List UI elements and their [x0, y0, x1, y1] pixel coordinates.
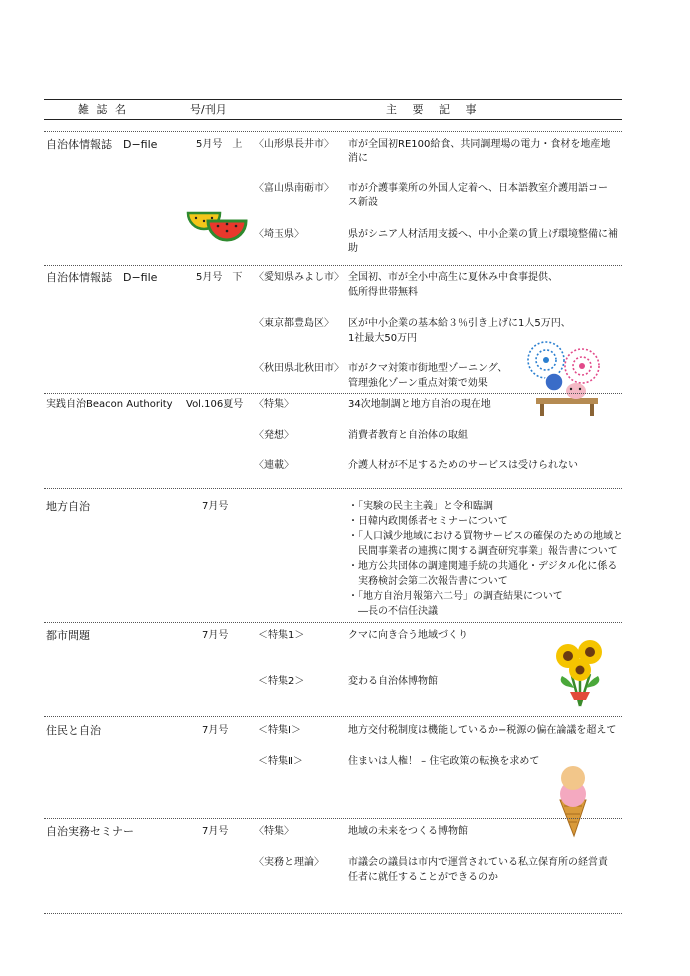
watermelon-icon — [186, 207, 252, 243]
sunflower-icon — [552, 636, 608, 708]
magazine-name: 都市問題 — [46, 629, 90, 642]
row-divider — [44, 131, 622, 132]
article-label: ＜特集1＞ — [258, 630, 305, 641]
article-text: 全国初、市が全小中高生に夏休み中食事提供、 — [348, 272, 558, 283]
header-magazine: 雑 誌 名 — [78, 103, 128, 116]
magazine-name: 実践自治Beacon Authority — [46, 399, 173, 410]
article-text: 消に — [348, 153, 368, 164]
issue-label: 7月号 — [202, 725, 229, 736]
row-divider — [44, 622, 622, 623]
magazine-name: 住民と自治 — [46, 724, 101, 737]
article-text: 実務検討会第二次報告書について — [348, 576, 508, 587]
article-label: 〈愛知県みよし市〉 — [254, 272, 344, 283]
row-divider — [44, 393, 622, 394]
issue-label: 5月号 下 — [196, 272, 243, 283]
article-label: 〈特集〉 — [254, 826, 294, 837]
article-label: ＜特集Ⅱ＞ — [258, 756, 303, 767]
article-text: 区が中小企業の基本給３％引き上げに1人5万円、 — [348, 318, 571, 329]
header-top-rule — [44, 99, 622, 100]
article-text: 市が全国初RE100給食、共同調理場の電力・食材を地産地 — [348, 139, 611, 150]
header-bottom-rule — [44, 119, 622, 120]
row-divider — [44, 716, 622, 717]
issue-label: 7月号 — [202, 826, 229, 837]
article-text: 介護人材が不足するためのサービスは受けられない — [348, 460, 578, 471]
article-label: 〈秋田県北秋田市〉 — [254, 363, 344, 374]
article-label: 〈埼玉県〉 — [254, 229, 304, 240]
magazine-name: 地方自治 — [46, 500, 90, 513]
fireworks-icon — [524, 338, 608, 418]
article-text: 1社最大50万円 — [348, 333, 418, 344]
article-text: 任者に就任することができるのか — [348, 872, 498, 883]
article-text: 県がシニア人材活用支援へ、中小企業の賃上げ環境整備に補 — [348, 229, 618, 240]
article-label: 〈発想〉 — [254, 430, 294, 441]
article-text: 地域の未来をつくる博物館 — [348, 826, 468, 837]
article-text: ・「人口減少地域における買物サービスの確保のための地域と — [348, 531, 623, 542]
article-text: 市議会の議員は市内で運営されている私立保育所の経営責 — [348, 857, 608, 868]
article-text: 消費者教育と自治体の取組 — [348, 430, 468, 441]
article-label: ＜特集Ⅰ＞ — [258, 725, 301, 736]
article-text: 変わる自治体博物館 — [348, 676, 438, 687]
header-issue: 号/刊月 — [190, 103, 227, 116]
issue-label: 7月号 — [202, 630, 229, 641]
article-label: 〈特集〉 — [254, 399, 294, 410]
article-label: 〈東京都豊島区〉 — [254, 318, 334, 329]
row-divider — [44, 913, 622, 914]
ice-cream-icon — [552, 764, 594, 838]
article-text: ・「実験の民主主義」と令和臨調 — [348, 501, 493, 512]
article-label: 〈実務と理論〉 — [254, 857, 324, 868]
magazine-name: 自治体情報誌 D−file — [46, 271, 158, 284]
magazine-name: 自治体情報誌 D−file — [46, 138, 158, 151]
article-label: 〈富山県南砺市〉 — [254, 183, 334, 194]
article-label: ＜特集2＞ — [258, 676, 305, 687]
article-text: 助 — [348, 243, 358, 254]
article-text: ス新設 — [348, 197, 378, 208]
issue-label: 7月号 — [202, 501, 229, 512]
article-text: 地方交付税制度は機能しているか−税源の偏在論議を超えて — [348, 725, 617, 736]
article-text: ・日韓内政関係者セミナーについて — [348, 516, 508, 527]
issue-label: 5月号 上 — [196, 139, 243, 150]
article-text: 34次地制調と地方自治の現在地 — [348, 399, 491, 410]
magazine-name: 自治実務セミナー — [46, 825, 134, 838]
article-text: 市が介護事業所の外国人定着へ、日本語教室介護用語コー — [348, 183, 608, 194]
article-text: 市がクマ対策市街地型ゾーニング、 — [348, 363, 508, 374]
row-divider — [44, 265, 622, 266]
row-divider — [44, 488, 622, 489]
header-articles: 主 要 記 事 — [386, 103, 483, 116]
article-text: ―長の不信任決議 — [348, 606, 438, 617]
issue-label: Vol.106夏号 — [186, 399, 244, 410]
article-text: 住まいは人権！ – 住宅政策の転換を求めて — [348, 756, 540, 767]
article-text: クマに向き合う地域づくり — [348, 630, 468, 641]
article-text: ・「地方自治月報第六二号」の調査結果について — [348, 591, 563, 602]
article-text: 低所得世帯無料 — [348, 287, 418, 298]
article-label: 〈山形県長井市〉 — [254, 139, 334, 150]
article-label: 〈連載〉 — [254, 460, 294, 471]
article-text: ・地方公共団体の調達関連手続の共通化・デジタル化に係る — [348, 561, 618, 572]
article-text: 管理強化ゾーン重点対策で効果 — [348, 378, 488, 389]
article-text: 民間事業者の連携に関する調査研究事業」報告書について — [348, 546, 618, 557]
row-divider — [44, 818, 622, 819]
